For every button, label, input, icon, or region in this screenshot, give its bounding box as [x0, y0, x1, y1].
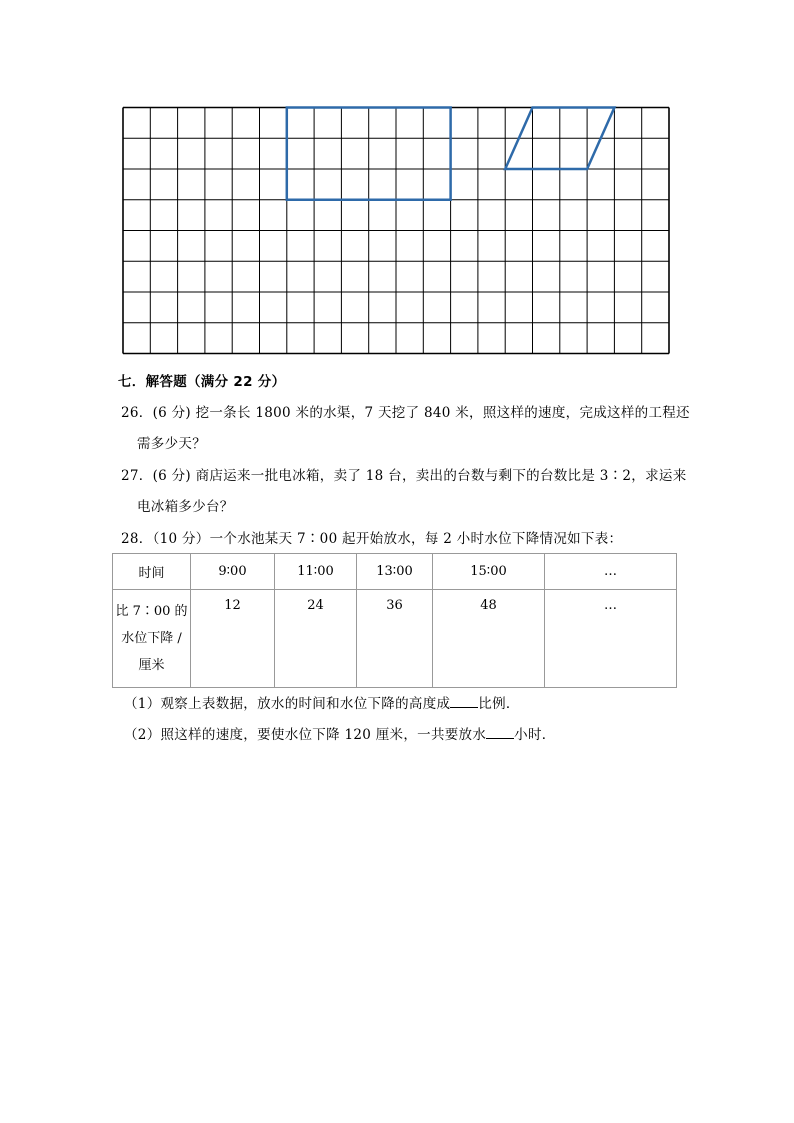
table-cell-drop: …: [545, 590, 677, 688]
answer-blank-2[interactable]: [486, 726, 514, 739]
part1-text-before: （1）观察上表数据，放水的时间和水位下降的高度成: [124, 696, 451, 712]
table-cell-time: 9∶00: [191, 554, 275, 590]
water-level-table: [112, 553, 677, 688]
table-cell-time: 13∶00: [357, 554, 433, 590]
table-cell-drop: 24: [275, 590, 357, 688]
question-26-line2: 需多少天？: [137, 436, 206, 452]
table-cell-drop: 36: [357, 590, 433, 688]
grid-figure: [121, 106, 673, 358]
part1-text-after: 比例．: [478, 696, 520, 712]
question-27-line1: 27．(6 分) 商店运来一批电冰箱，卖了 18 台，卖出的台数与剩下的台数比是 3∶2，求运来: [121, 468, 687, 484]
section-title: 七．解答题（满分 22 分）: [118, 374, 286, 390]
table-header-drop-line: 水位下降 /: [121, 631, 182, 646]
table-cell-drop: 12: [191, 590, 275, 688]
table-cell-time: 15∶00: [433, 554, 545, 590]
grid-lines: [123, 108, 669, 354]
table-cell-time: …: [545, 554, 677, 590]
table-header-drop-line: 比 7∶00 的: [115, 604, 188, 619]
question-28-part2: [124, 725, 556, 745]
question-28-part1: [124, 694, 520, 714]
question-26-line1: 26．(6 分) 挖一条长 1800 米的水渠，7 天挖了 840 米，照这样的速度，完成这样的工程还: [121, 405, 690, 421]
table-cell-time: 11∶00: [275, 554, 357, 590]
part2-text-before: （2）照这样的速度，要使水位下降 120 厘米，一共要放水: [124, 727, 487, 743]
table-header-drop: [113, 590, 191, 688]
question-28-intro: 28．（10 分）一个水池某天 7∶00 起开始放水，每 2 小时水位下降情况如下表：: [121, 531, 623, 547]
table-header-time: 时间: [113, 554, 191, 590]
table-header-drop-line: 厘米: [138, 658, 165, 673]
question-27-line2: 电冰箱多少台？: [137, 499, 234, 515]
part2-text-after: 小时．: [514, 727, 556, 743]
table-cell-drop: 48: [433, 590, 545, 688]
answer-blank-1[interactable]: [450, 695, 478, 708]
